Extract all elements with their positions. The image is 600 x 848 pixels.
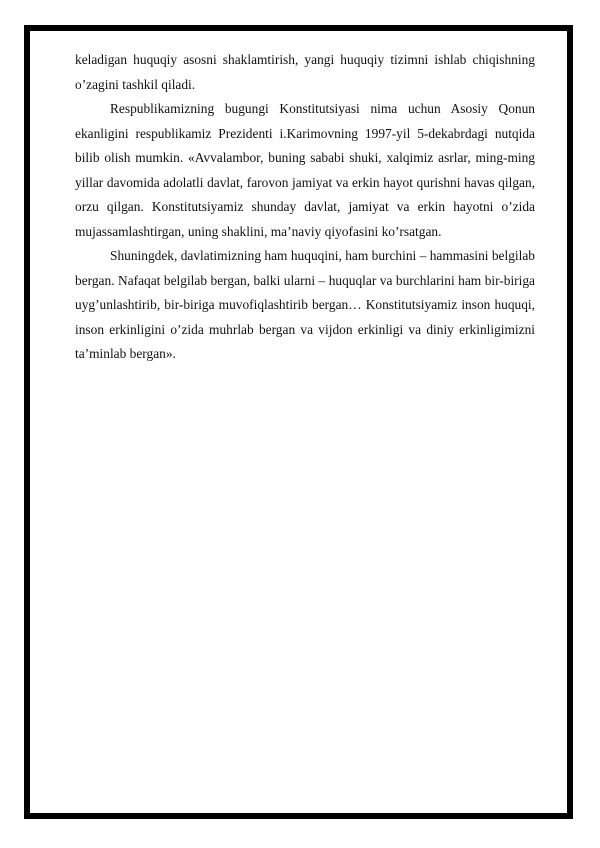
paragraph-2: Respublikamizning bugungi Konstitutsiyasi nima uchun Asosiy Qonun ekanligini respublikamiz Prezidenti i.Karimovning 1997-yil 5-dekabrdagi nutqida bilib olish mumkin. «Avvalambor, buning sababi shuki, xalqimiz asrlar, ming-ming yillar davomida adolatli davlat, farovon jamiyat va erkin hayot qurishni havas qilgan, orzu qilgan. Konstitutsiyamiz shunday davlat, jamiyat va erkin hayotni o’zida mujassamlashtirgan, uning shaklini, ma’naviy qiyofasini ko’rsatgan. bbox=[75, 101, 535, 239]
paragraph-3: Shuningdek, davlatimizning ham huquqini, ham burchini – hammasini belgilab bergan. Nafaqat belgilab bergan, balki ularni – huquqlar va burchlarini ham bir-biriga uyg’unlashtirib, bir-biriga muvofiqlashtirib bergan… Konstitutsiyamiz inson huquqi, inson erkinligini o’zida muhrlab bergan va vijdon erkinligi va diniy erkinligimizni ta’minlab bergan». bbox=[75, 248, 535, 361]
document-body bbox=[75, 48, 535, 367]
paragraph-1: keladigan huquqiy asosni shaklamtirish, yangi huquqiy tizimni ishlab chiqishning o’zagini tashkil qiladi. bbox=[75, 52, 535, 92]
page-frame bbox=[24, 25, 573, 819]
